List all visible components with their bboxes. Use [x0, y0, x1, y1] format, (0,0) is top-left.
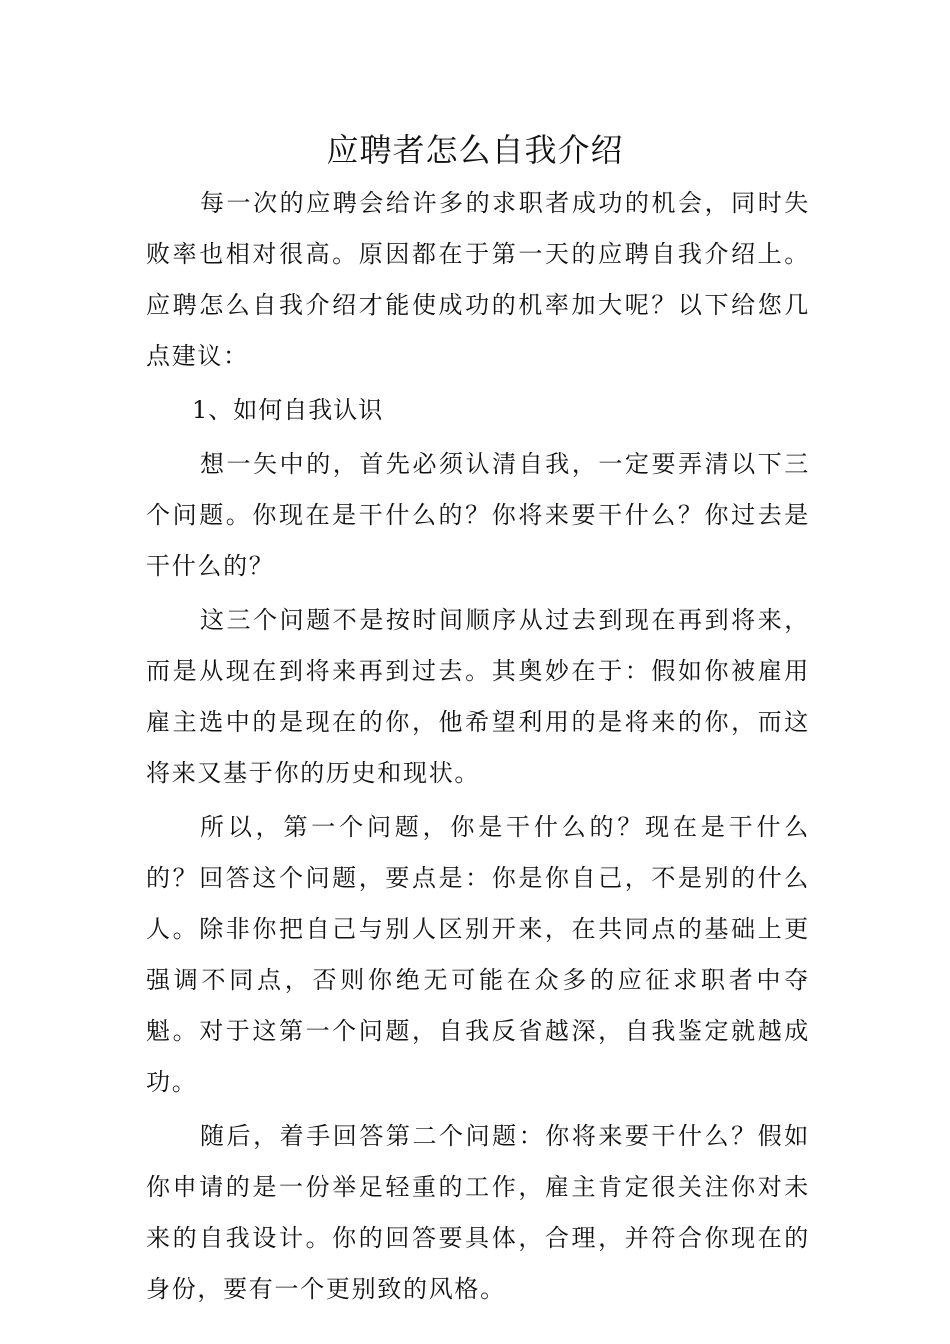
paragraph-second-question: 随后，着手回答第二个问题：你将来要干什么？假如你申请的是一份举足轻重的工作，雇主肯定很关注你对未来的自我设计。你的回答要具体，合理，并符合你现在的身份，要有一个更别致的风格。 — [146, 1122, 810, 1303]
section-heading: 1、如何自我认识 — [192, 396, 384, 424]
document-body — [146, 178, 810, 1318]
document-title: 应聘者怎么自我介绍 — [326, 131, 624, 169]
paragraph-first-question: 所以，第一个问题，你是干什么的？现在是干什么的？回答这个问题，要点是：你是你自己，不是别的什么人。除非你把自己与别人区别开来，在共同点的基础上更强调不同点，否则你绝无可能在众多的应征求职者中夺魁。对于这第一个问题，自我反省越深，自我鉴定就越成功。 — [146, 813, 810, 1096]
paragraph-intro: 每一次的应聘会给许多的求职者成功的机会，同时失败率也相对很高。原因都在于第一天的应聘自我介绍上。应聘怎么自我介绍才能使成功的机率加大呢？以下给您几点建议： — [146, 189, 810, 370]
paragraph-question-order: 这三个问题不是按时间顺序从过去到现在再到将来，而是从现在到将来再到过去。其奥妙在于：假如你被雇用雇主选中的是现在的你，他希望利用的是将来的你，而这将来又基于你的历史和现状。 — [146, 606, 810, 787]
paragraph-three-questions: 想一矢中的，首先必须认清自我，一定要弄清以下三个问题。你现在是干什么的？你将来要干什么？你过去是干什么的？ — [146, 450, 810, 580]
